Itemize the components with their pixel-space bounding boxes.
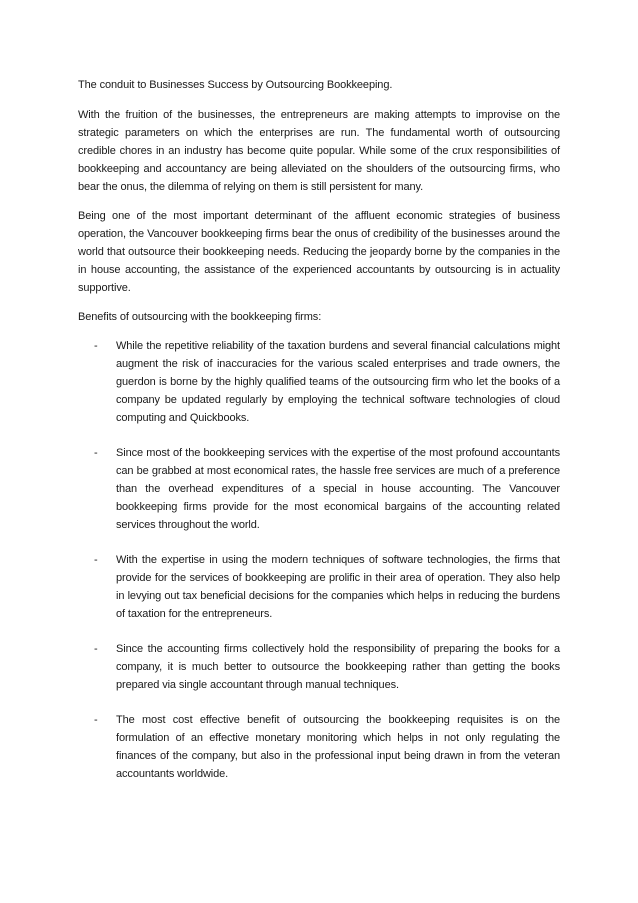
benefit-text: Since the accounting firms collectively hold the responsibility of preparing the books for a company, it is much better to outsource the bookkeeping rather than getting the books prepared via single accountant through manual techniques. [116,643,560,691]
bullet-marker: - [94,447,98,459]
benefit-item-3 [78,551,560,623]
benefit-item-4 [78,640,560,694]
intro-paragraph: With the fruition of the businesses, the entrepreneurs are making attempts to improvise on the strategic parameters on which the enterprises are run. The fundamental worth of outsourcing credible chores in an industry has become quite popular. While some of the crux responsibilities of bookkeeping and accountancy are being alleviated on the shoulders of the outsourcing firms, who bear the onus, the dilemma of relying on them is still persistent for many. [78,109,560,193]
benefit-item-2 [78,444,560,534]
document-title: The conduit to Businesses Success by Outsourcing Bookkeeping. [78,79,393,91]
benefit-text: With the expertise in using the modern techniques of software technologies, the firms that provide for the services of bookkeeping are prolific in their area of operation. They also help in levying out tax beneficial decisions for the companies which helps in reducing the burdens of taxation for the entrepreneurs. [116,554,560,620]
benefit-text: Since most of the bookkeeping services with the expertise of the most profound accountants can be grabbed at most economical rates, the hassle free services are much of a preference than the overhead expenditures of a special in house accounting. The Vancouver bookkeeping firms provide for the most economical bargains of the accounting related services throughout the world. [116,447,560,531]
benefits-heading: Benefits of outsourcing with the bookkeeping firms: [78,311,322,323]
vancouver-paragraph: Being one of the most important determinant of the affluent economic strategies of business operation, the Vancouver bookkeeping firms bear the onus of credibility of the businesses around the world that outsource their bookkeeping needs. Reducing the jeopardy borne by the companies in the in house accounting, the assistance of the experienced accountants by outsourcing is in actuality supportive. [78,210,560,294]
benefit-text: While the repetitive reliability of the taxation burdens and several financial calculations might augment the risk of inaccuracies for the various scaled enterprises and trade owners, the guerdon is borne by the highly qualified teams of the outsourcing firm who let the books of a company be updated regularly by employing the technical software technologies of cloud computing and Quickbooks. [116,340,560,424]
benefits-list [78,337,560,783]
benefit-item-5 [78,711,560,783]
bullet-marker: - [94,340,98,352]
benefit-text: The most cost effective benefit of outsourcing the bookkeeping requisites is on the formulation of an effective monetary monitoring which helps in not only regulating the finances of the company, but also in the professional input being drawn in from the veteran accountants worldwide. [116,714,560,780]
bullet-marker: - [94,643,98,655]
bullet-marker: - [94,554,98,566]
bullet-marker: - [94,714,98,726]
benefit-item-1 [78,337,560,427]
